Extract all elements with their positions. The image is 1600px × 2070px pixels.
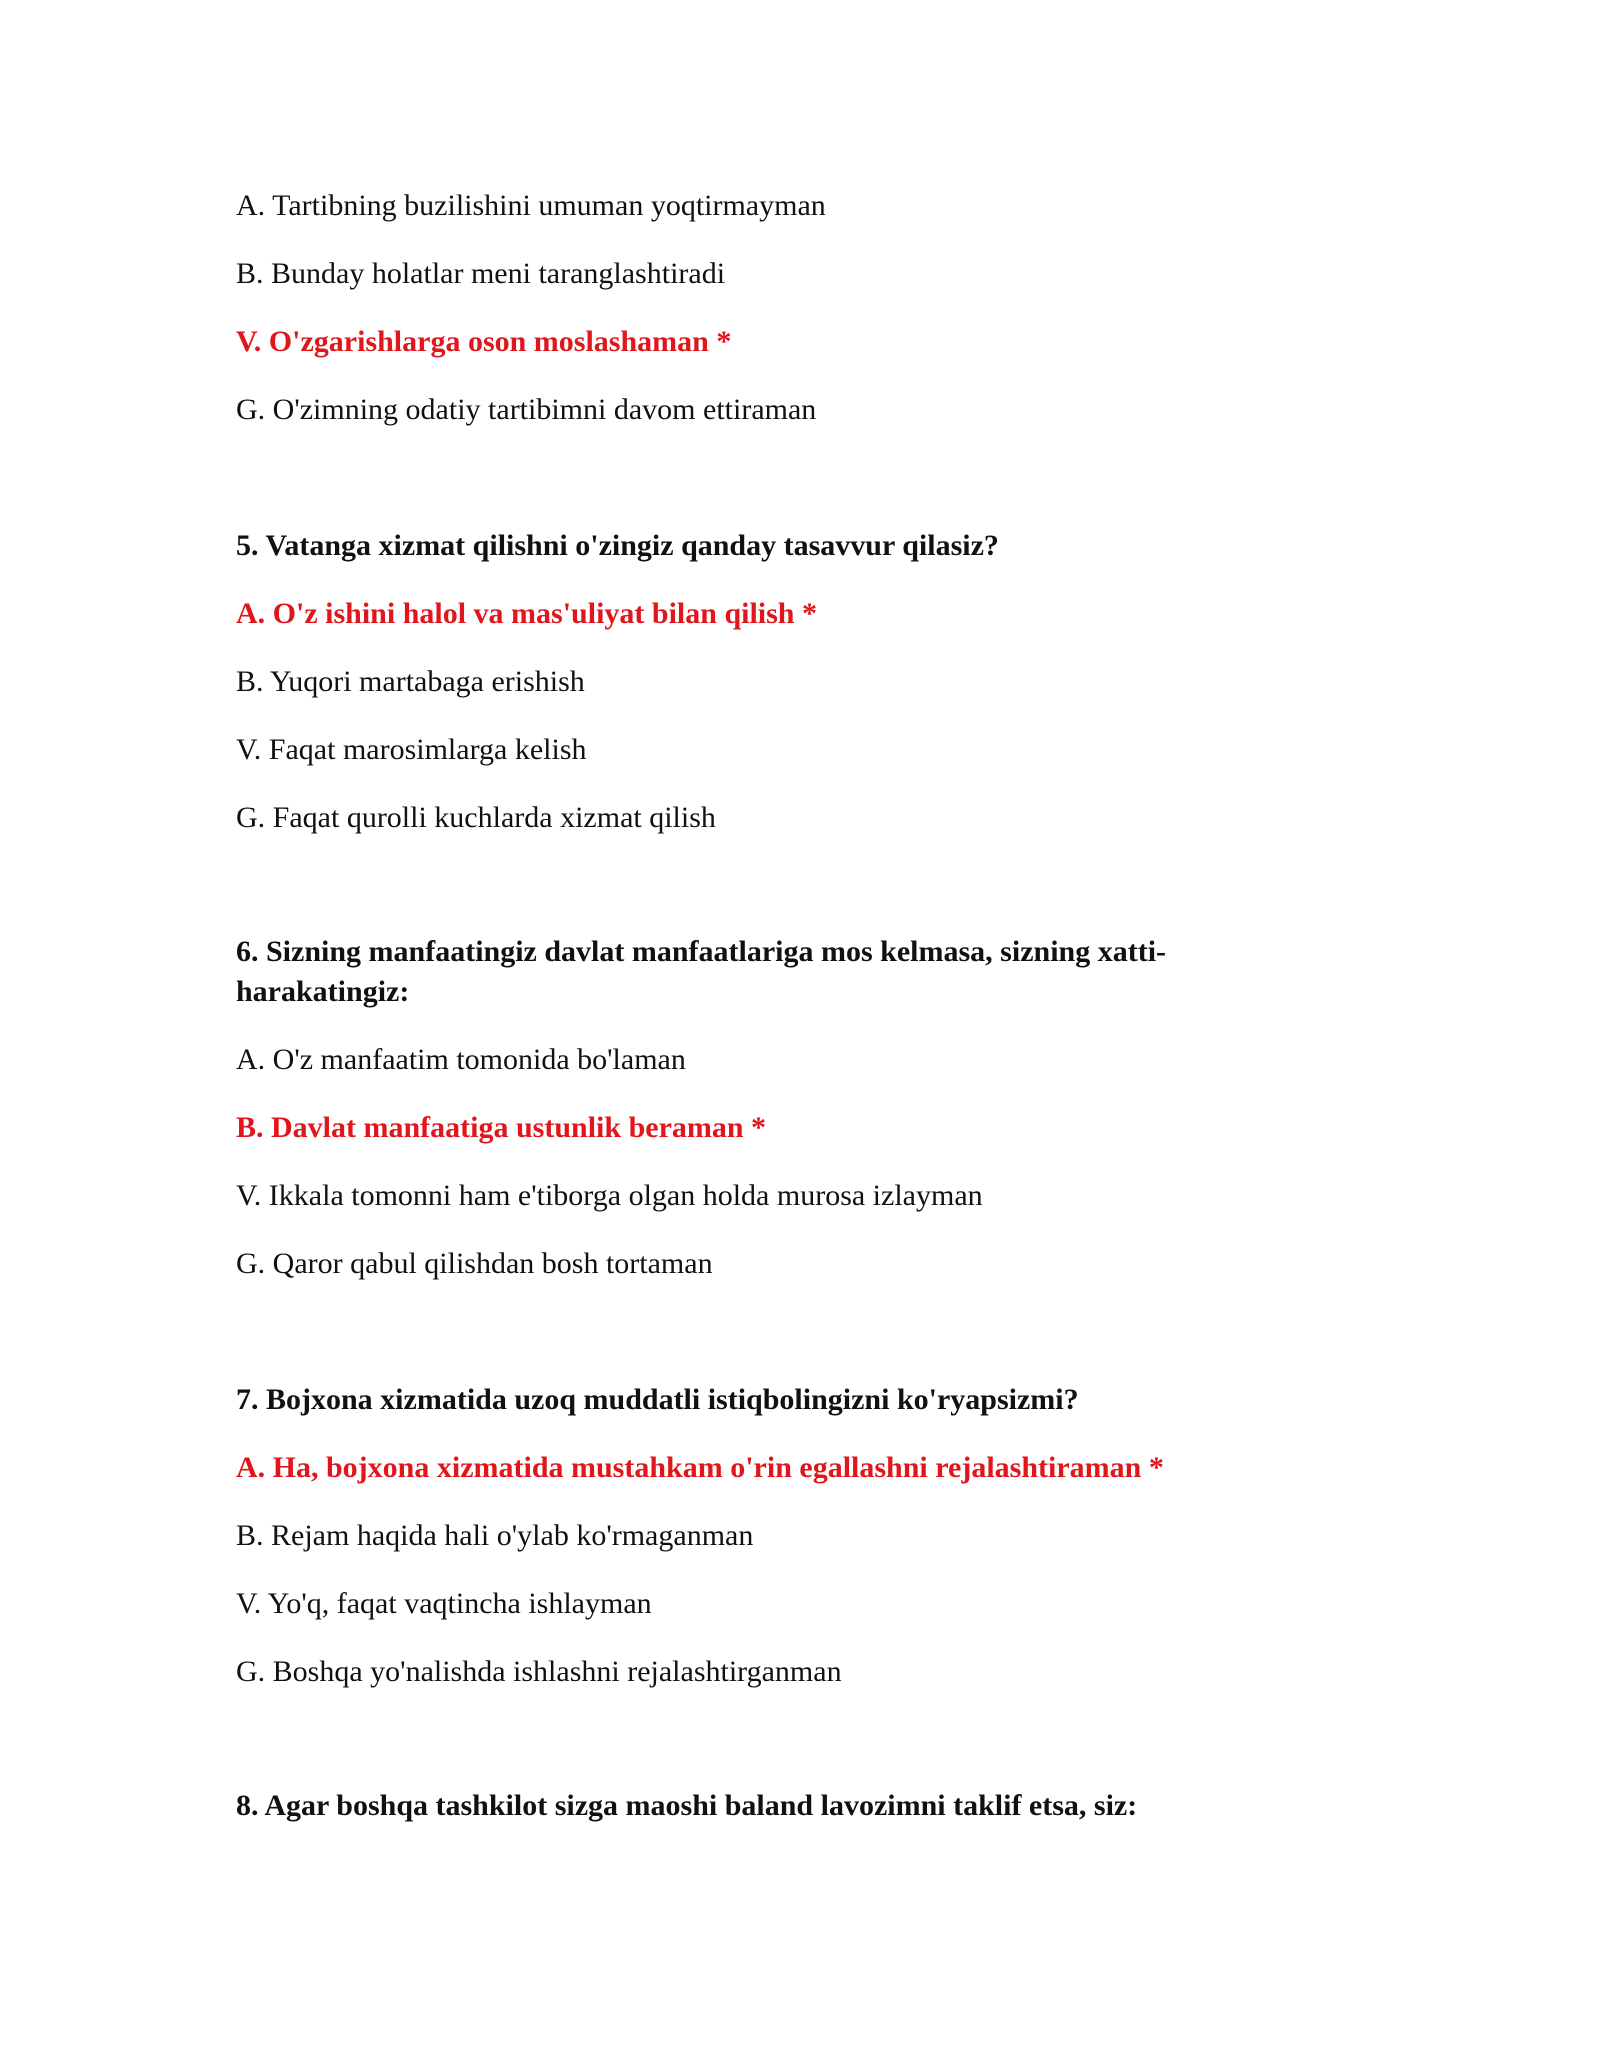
option-4-a: A. Tartibning buzilishini umuman yoqtirmayman — [236, 189, 826, 222]
option-6-v: V. Ikkala tomonni ham e'tiborga olgan holda murosa izlayman — [236, 1179, 983, 1212]
option-6-b-correct: B. Davlat manfaatiga ustunlik beraman * — [236, 1111, 767, 1144]
option-7-g: G. Boshqa yo'nalishda ishlashni rejalashtirganman — [236, 1655, 842, 1688]
option-5-g: G. Faqat qurolli kuchlarda xizmat qilish — [236, 801, 716, 834]
question-5: 5. Vatanga xizmat qilishni o'zingiz qanday tasavvur qilasiz? — [236, 529, 999, 562]
option-5-b: B. Yuqori martabaga erishish — [236, 665, 585, 698]
question-6: 6. Sizning manfaatingiz davlat manfaatlariga mos kelmasa, sizning xatti-harakatingiz: — [236, 935, 1167, 1008]
option-4-b: B. Bunday holatlar meni taranglashtiradi — [236, 257, 726, 290]
option-4-g: G. O'zimning odatiy tartibimni davom ettiraman — [236, 393, 817, 426]
option-7-v: V. Yo'q, faqat vaqtincha ishlayman — [236, 1587, 652, 1620]
question-group-8 — [236, 1786, 1366, 1826]
question-group-7 — [236, 1380, 1366, 1692]
option-6-g: G. Qaror qabul qilishdan bosh tortaman — [236, 1247, 713, 1280]
option-5-v: V. Faqat marosimlarga kelish — [236, 733, 587, 766]
option-4-v-correct: V. O'zgarishlarga oson moslashaman * — [236, 325, 732, 358]
question-group-4-options — [236, 186, 1366, 430]
question-group-5 — [236, 526, 1366, 838]
option-7-a-correct: A. Ha, bojxona xizmatida mustahkam o'rin egallashni rejalashtiraman * — [236, 1451, 1164, 1484]
question-7: 7. Bojxona xizmatida uzoq muddatli istiqbolingizni ko'ryapsizmi? — [236, 1383, 1079, 1416]
option-7-b: B. Rejam haqida hali o'ylab ko'rmaganman — [236, 1519, 754, 1552]
question-group-6 — [236, 932, 1276, 1284]
option-5-a-correct: A. O'z ishini halol va mas'uliyat bilan qilish * — [236, 597, 817, 630]
question-8: 8. Agar boshqa tashkilot sizga maoshi baland lavozimni taklif etsa, siz: — [236, 1789, 1138, 1822]
option-6-a: A. O'z manfaatim tomonida bo'laman — [236, 1043, 686, 1076]
